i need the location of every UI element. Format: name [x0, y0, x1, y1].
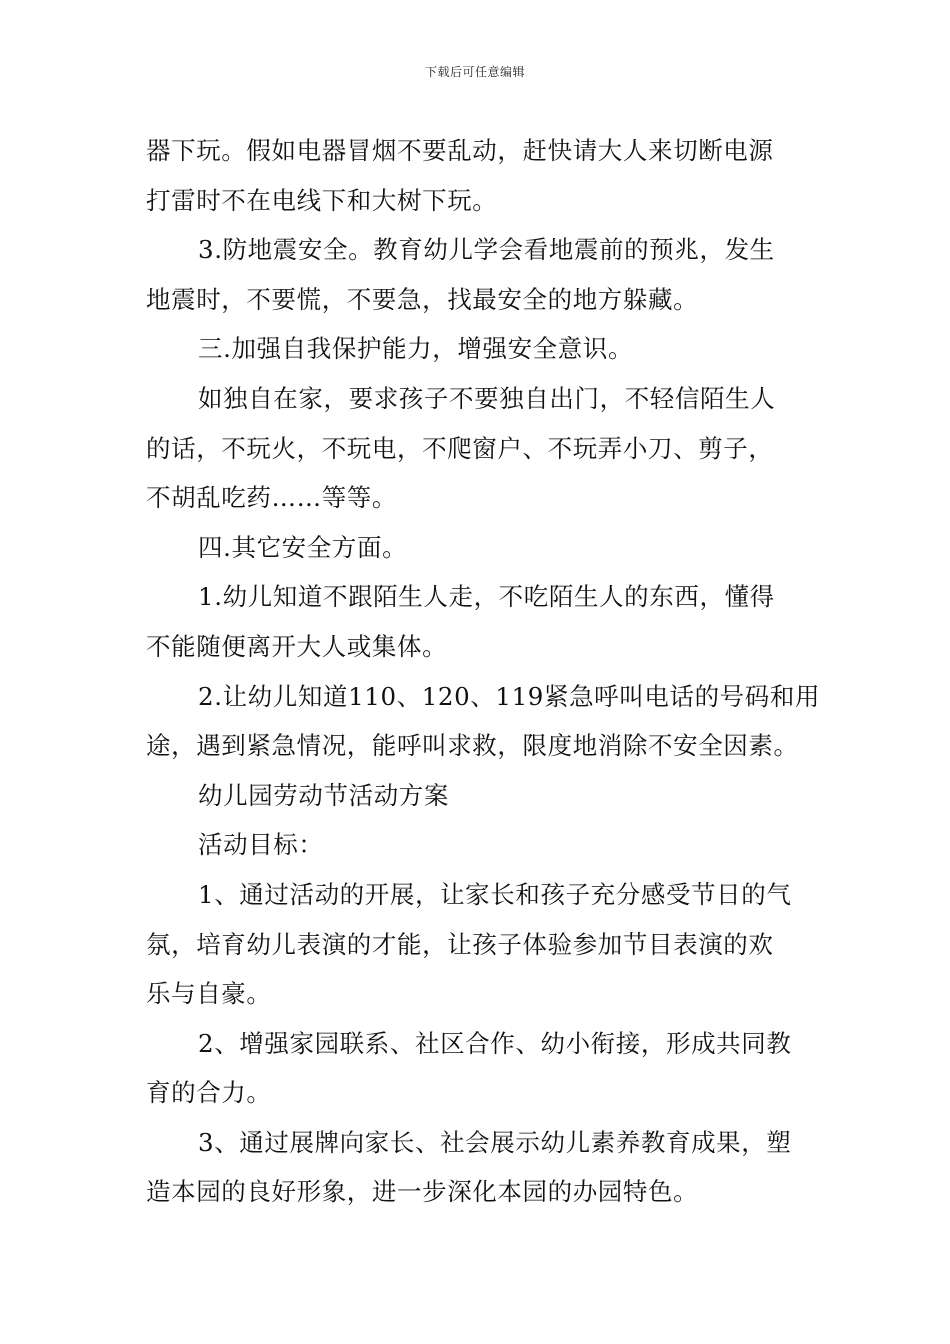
- document-title: 幼儿园劳动节活动方案: [198, 780, 449, 810]
- text-line: 1、通过活动的开展，让家长和孩子充分感受节日的气: [198, 879, 792, 909]
- text-line: 器下玩。假如电器冒烟不要乱动，赶快请大人来切断电源: [146, 136, 774, 165]
- text-line: 育的合力。: [146, 1078, 272, 1108]
- text-line: 氛，培育幼儿表演的才能，让孩子体验参加节目表演的欢: [146, 929, 774, 959]
- section-heading: 三.加强自我保护能力，增强安全意识。: [198, 334, 634, 364]
- text-line: 3.防地震安全。教育幼儿学会看地震前的预兆，发生: [198, 235, 775, 265]
- text-line: 1.幼儿知道不跟陌生人走，不吃陌生人的东西，懂得: [198, 582, 775, 612]
- text-line: 乐与自豪。: [146, 979, 272, 1009]
- text-line: 途，遇到紧急情况，能呼叫求救，限度地消除不安全因素。: [146, 731, 799, 761]
- text-line: 造本园的良好形象，进一步深化本园的办园特色。: [146, 1177, 699, 1207]
- text-line: 不能随便离开大人或集体。: [146, 631, 448, 661]
- text-line: 2、增强家园联系、社区合作、幼小衔接，形成共同教: [198, 1028, 792, 1058]
- page-header: 下载后可任意编辑: [424, 65, 525, 79]
- document-body: [146, 126, 821, 1217]
- text-line: 如独自在家，要求孩子不要独自出门，不轻信陌生人: [198, 383, 776, 413]
- text-line: 2.让幼儿知道110、120、119紧急呼叫电话的号码和用: [198, 681, 821, 711]
- text-line: 3、通过展牌向家长、社会展示幼儿素养教育成果，塑: [198, 1127, 792, 1157]
- section-heading: 活动目标：: [198, 830, 324, 860]
- text-line: 不胡乱吃药……等等。: [146, 483, 397, 513]
- text-line: 打雷时不在电线下和大树下玩。: [146, 185, 498, 215]
- text-line: 的话，不玩火，不玩电，不爬窗户、不玩弄小刀、剪子，: [146, 433, 774, 463]
- text-line: 地震时，不要慌，不要急，找最安全的地方躲藏。: [146, 284, 699, 314]
- section-heading: 四.其它安全方面。: [198, 532, 408, 562]
